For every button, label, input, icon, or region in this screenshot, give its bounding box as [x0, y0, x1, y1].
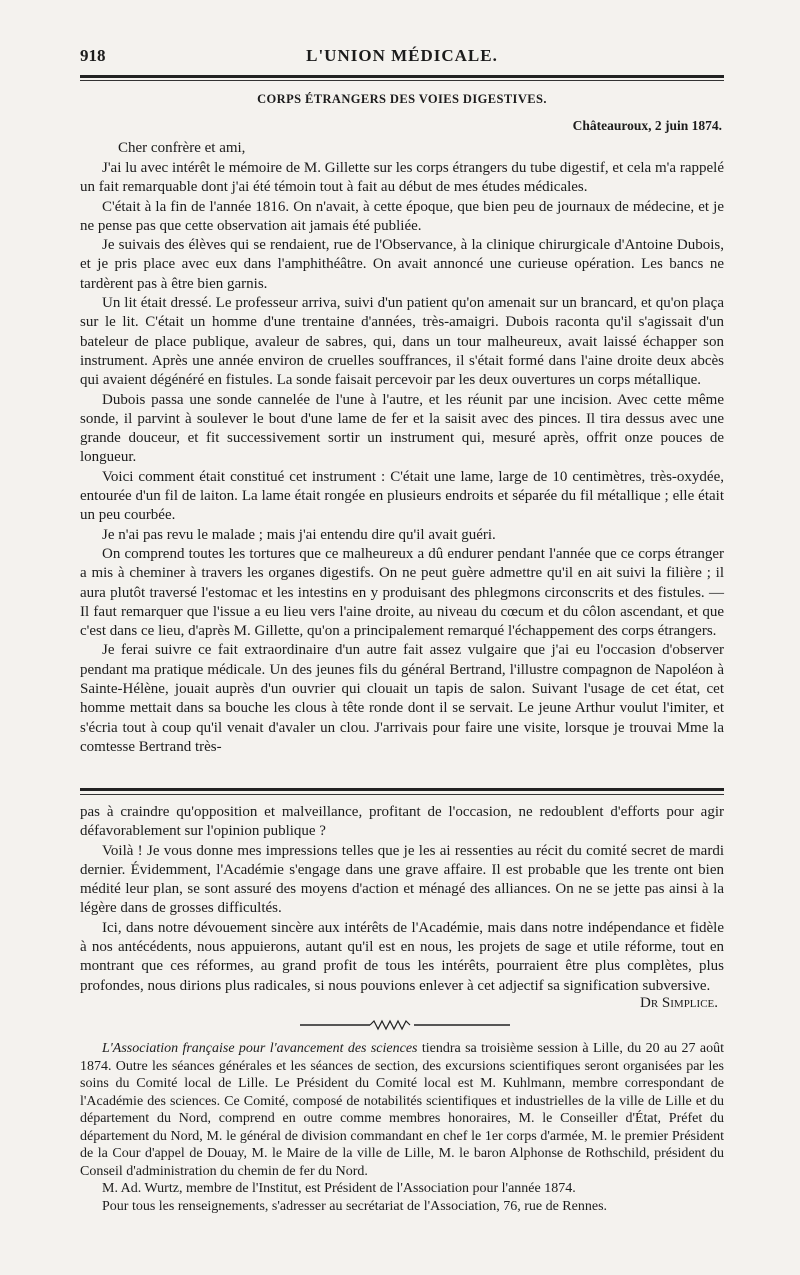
paragraph: Je n'ai pas revu le malade ; mais j'ai entendu dire qu'il avait guéri.	[102, 526, 496, 543]
association-name: L'Association française pour l'avancement des sciences	[102, 1041, 418, 1056]
signature: Dr Simplice.	[639, 995, 718, 1011]
paragraph: Voilà ! Je vous donne mes impressions telles que je les ai ressenties au récit du comité secret de mardi dernier. Évidemment, l'Académie s'engage dans une grave affaire. Il est probable que les trente ont bien médité leur plan, se sont assuré des moyens d'action et ménagé des alliances. On ne se jette pas ainsi à la légère dans de grosses difficultés.	[80, 842, 724, 917]
article-title: CORPS ÉTRANGERS DES VOIES DIGESTIVES.	[257, 92, 547, 106]
paragraph: Ici, dans notre dévouement sincère aux intérêts de l'Académie, mais dans notre indépendance et fidèle à nos antécédents, nous appuierons, autant qu'il est en nous, les projets de sage et utile réforme, tout en montrant que ces réformes, au grand profit de tous les intérêts, pourraient être plus complètes, plus profondes, nous dirions plus radicales, si nous pouvions enlever à cet adjectif sa signification subversive.	[80, 919, 724, 994]
header-rule-thin	[80, 80, 724, 81]
paragraph: Pour tous les renseignements, s'adresser au secrétariat de l'Association, 76, rue de Rennes.	[102, 1198, 608, 1214]
paragraph: pas à craindre qu'opposition et malveillance, profitant de l'occasion, ne redoublent d'efforts pour agir défavorablement sur l'opinion publique ?	[80, 804, 724, 840]
ornament-divider	[300, 1018, 510, 1032]
paragraph: J'ai lu avec intérêt le mémoire de M. Gillette sur les corps étrangers du tube digestif, et cela m'a rappelé un fait remarquable dont j'ai été témoin tout à fait au début de mes études médicales.	[80, 160, 724, 196]
journal-title: L'UNION MÉDICALE.	[306, 46, 498, 65]
page-number: 918	[80, 46, 106, 65]
section-separator	[80, 788, 724, 791]
article-body	[80, 159, 724, 757]
paragraph: Un lit était dressé. Le professeur arriva, suivi d'un patient qu'on amenait sur un brancard, et qu'on plaça sur le lit. C'était un homme d'une trentaine d'années, très-amaigri. Dubois raconta qu'il s'agissait d'un bateleur de place publique, avaleur de sabres, qui, dans un tour malheureux, avait laissé échapper son instrument. Après une année environ de cruelles souffrances, il s'était formé dans l'aine droite deux abcès qui avaient dégénéré en fistules. La sonde faisait percevoir par les deux ouvertures un corps métallique.	[80, 295, 724, 389]
closing-body	[80, 803, 724, 996]
announcement-text: tiendra sa troisième session à Lille, du 20 au 27 août 1874. Outre les séances générales et les séances de section, des excursions scientifiques seront organisées par les soins du Comité local de Lille. Le Président du Comité local est M. Kuhlmann, membre correspondant de l'Académie des sciences. Ce Comité, composé de notabilités scientifiques et industrielles de la ville de Lille et du département du Nord, comprend en outre comme membres honoraires, M. le Conseiller d'État, Préfet du département du Nord, M. le général de division commandant en chef le 1er corps d'armée, M. le premier Président de la Cour d'appel de Douay, M. le Maire de la ville de Lille, M. le baron Alphonse de Rothschild, président du Conseil d'administration du chemin de fer du Nord.	[80, 1041, 724, 1179]
paragraph: Je ferai suivre ce fait extraordinaire d'un autre fait assez vulgaire que j'ai eu l'occasion d'observer pendant ma pratique médicale. Un des jeunes fils du général Bertrand, l'illustre compagnon de Napoléon à Sainte-Hélène, jouait auprès d'un ouvrier qui clouait un tapis de salon. Suivant l'usage de cet état, cet homme mettait dans sa bouche les clous à tête ronde dont il se servait. Le jeune Arthur voulut l'imiter, et s'écria tout à coup qu'il venait d'avaler un clou. J'arrivais pour faire une visite, lorsque je trouvai Mme la comtesse Bertrand très-	[80, 642, 724, 755]
paragraph: M. Ad. Wurtz, membre de l'Institut, est Président de l'Association pour l'année 1874.	[102, 1181, 576, 1196]
dateline: Châteauroux, 2 juin 1874.	[572, 118, 722, 133]
salutation: Cher confrère et ami,	[118, 140, 246, 156]
paragraph: Dubois passa une sonde cannelée de l'une à l'autre, et les réunit par une incision. Avec cette même sonde, il parvint à soulever le bout d'une lame de fer et la saisit avec des pinces. Il tira dessus avec une grande douceur, et fit successivement sortir un instrument qui, mesuré après, offrit onze pouces de longueur.	[80, 391, 724, 466]
header-rule	[80, 75, 724, 78]
section-separator-thin	[80, 794, 724, 795]
paragraph: On comprend toutes les tortures que ce malheureux a dû endurer pendant l'année que ce corps étranger a mis à cheminer à travers les organes digestifs. On ne peut guère admettre qu'il en ait suivi la filière ; il aura plutôt traversé l'estomac et les intestins en y produisant des phlegmons circonscrits et des fistules. — Il faut remarquer que l'issue a eu lieu vers l'aine droite, au niveau du cœcum et du côlon ascendant, et que c'est dans ce lieu, d'après M. Gillette, qu'on a principalement remarqué l'échappement des corps étrangers.	[80, 545, 724, 640]
paragraph: Je suivais des élèves qui se rendaient, rue de l'Observance, à la clinique chirurgicale d'Antoine Dubois, et je pris place avec eux dans l'amphithéâtre. On avait annoncé une curieuse opération. Les bancs ne tardèrent pas à être bien garnis.	[80, 237, 724, 292]
paragraph: C'était à la fin de l'année 1816. On n'avait, à cette époque, que bien peu de journaux de médecine, et je ne pense pas que cette observation ait jamais été publiée.	[80, 198, 724, 234]
paragraph	[80, 1040, 724, 1180]
announcement	[80, 1040, 724, 1215]
paragraph: Voici comment était constitué cet instrument : C'était une lame, large de 10 centimètres, très-oxydée, entourée d'un fil de laiton. La lame était rongée en plusieurs endroits et séparée du fil métallique ; elle était un peu courbée.	[80, 468, 724, 524]
page-header	[80, 46, 724, 72]
